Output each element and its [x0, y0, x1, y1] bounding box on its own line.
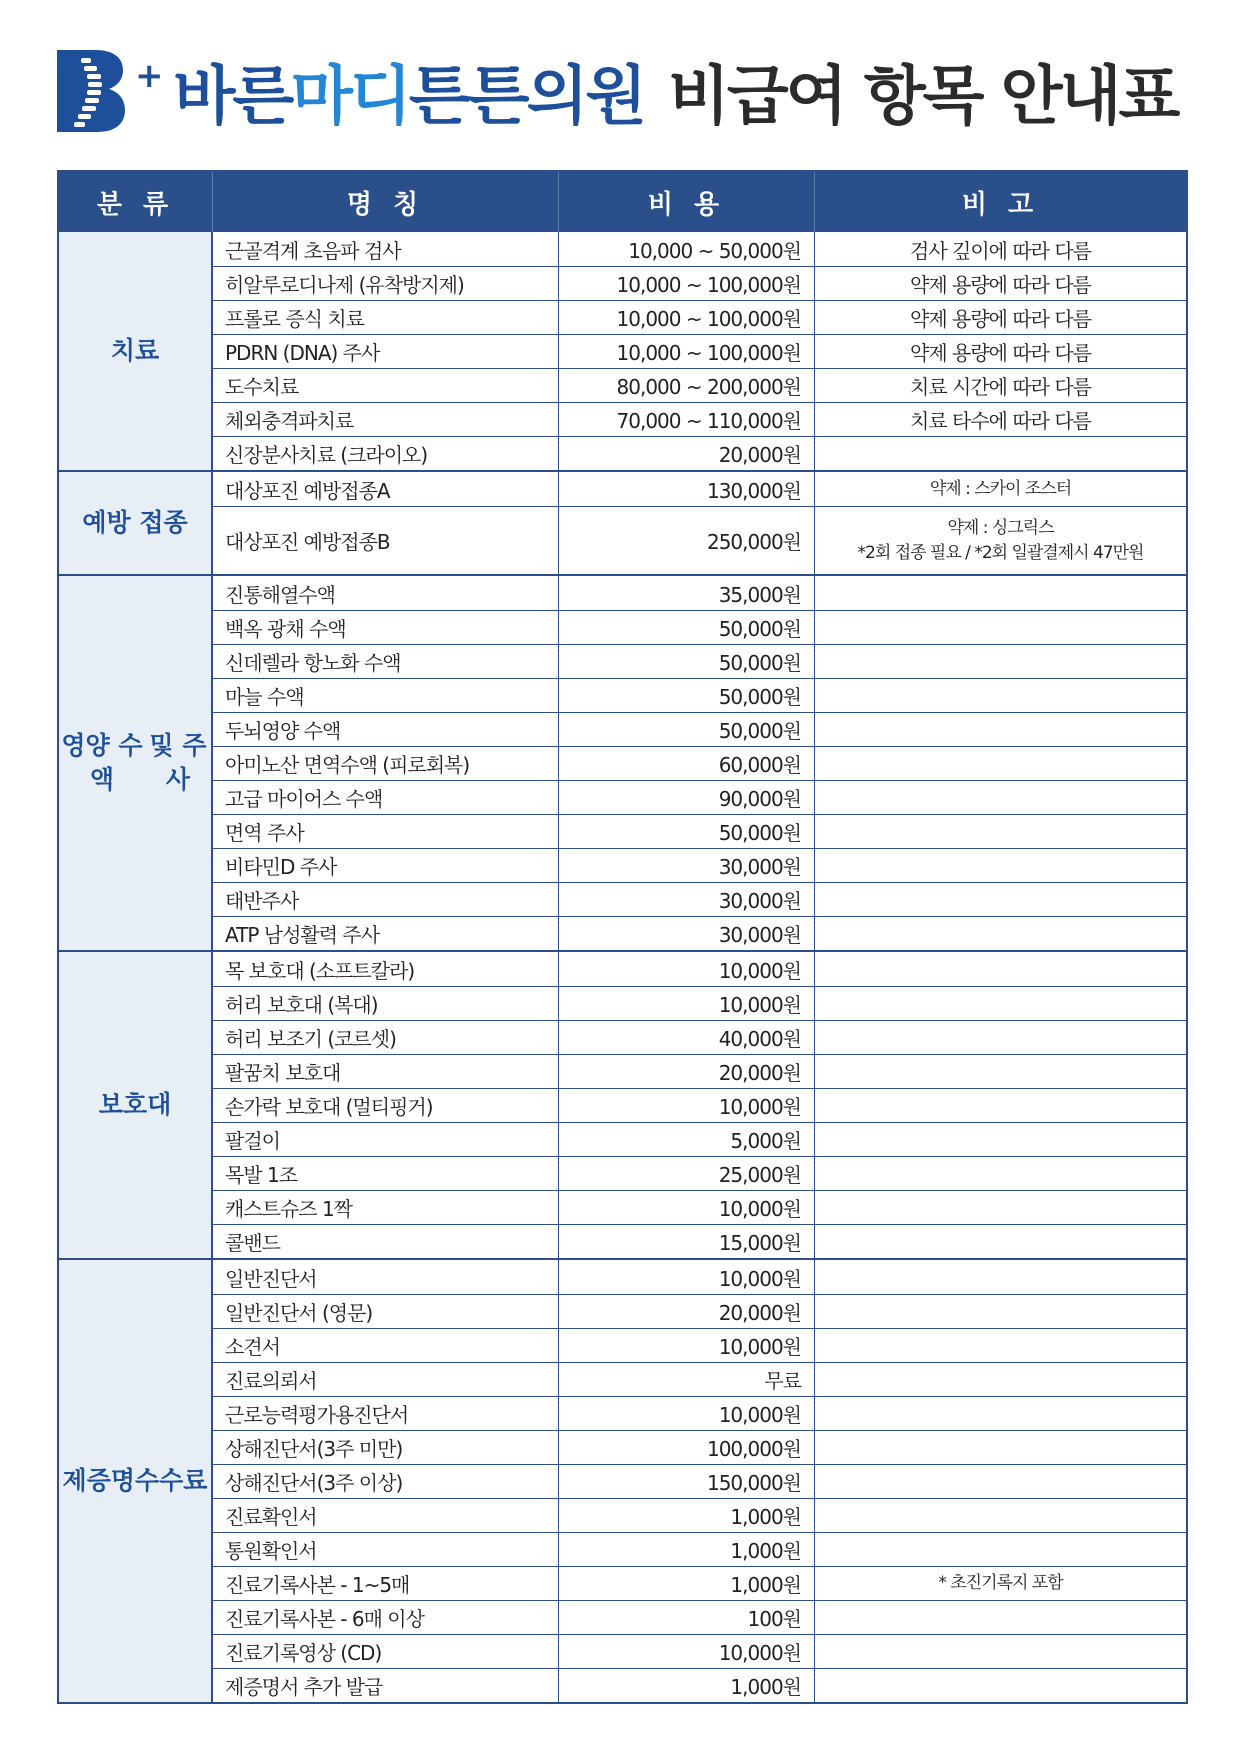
category-label: 보호대 [98, 1090, 172, 1120]
item-price: 35,000원 [559, 576, 815, 610]
item-name: 아미노산 면역수액 (피로회복) [213, 747, 559, 780]
item-name: 콜밴드 [213, 1225, 559, 1258]
item-price: 150,000원 [559, 1465, 815, 1498]
item-name: ATP 남성활력 주사 [213, 917, 559, 950]
table-row [213, 1498, 1186, 1532]
item-price: 1,000원 [559, 1567, 815, 1600]
item-price: 10,000 ~ 50,000원 [559, 232, 815, 266]
item-note [815, 1089, 1186, 1122]
item-price: 50,000원 [559, 645, 815, 678]
item-note [815, 917, 1186, 950]
item-note [815, 1669, 1186, 1702]
item-note [815, 1295, 1186, 1328]
item-price: 20,000원 [559, 437, 815, 470]
item-note [815, 1021, 1186, 1054]
item-name: 캐스트슈즈 1짝 [213, 1191, 559, 1224]
item-price: 10,000 ~ 100,000원 [559, 335, 815, 368]
item-name: 일반진단서 (영문) [213, 1295, 559, 1328]
item-name: 신데렐라 항노화 수액 [213, 645, 559, 678]
item-note [815, 403, 1186, 436]
table-row [213, 1532, 1186, 1566]
item-name: 허리 보조기 (코르셋) [213, 1021, 559, 1054]
table-row [213, 334, 1186, 368]
table-row [213, 780, 1186, 814]
table-row [213, 986, 1186, 1020]
item-note [815, 1567, 1186, 1600]
item-price: 60,000원 [559, 747, 815, 780]
plus-icon: + [135, 56, 164, 96]
item-price: 20,000원 [559, 1055, 815, 1088]
item-note [815, 369, 1186, 402]
item-name: 프롤로 증식 치료 [213, 301, 559, 334]
table-row [213, 1668, 1186, 1702]
table-row [213, 814, 1186, 848]
item-price: 10,000원 [559, 1635, 815, 1668]
header-name: 명 칭 [213, 172, 559, 232]
table-row [213, 1430, 1186, 1464]
note-line: 검사 깊이에 따라 다름 [910, 238, 1091, 263]
table-row [213, 1088, 1186, 1122]
table-row [213, 266, 1186, 300]
table-row [213, 368, 1186, 402]
item-name: 면역 주사 [213, 815, 559, 848]
item-price: 70,000 ~ 110,000원 [559, 403, 815, 436]
table-row [213, 1566, 1186, 1600]
note-line: 약제 용량에 따라 다름 [910, 341, 1091, 365]
item-price: 50,000원 [559, 679, 815, 712]
table-row [213, 916, 1186, 950]
item-note [815, 1123, 1186, 1156]
item-note [815, 437, 1186, 470]
item-price: 50,000원 [559, 713, 815, 746]
item-price: 40,000원 [559, 1021, 815, 1054]
item-note [815, 576, 1186, 610]
item-note [815, 1157, 1186, 1190]
item-price: 50,000원 [559, 815, 815, 848]
item-note [815, 883, 1186, 916]
item-name: 제증명서 추가 발급 [213, 1669, 559, 1702]
item-name: 목 보호대 (소프트칼라) [213, 952, 559, 986]
category-cell [59, 232, 213, 470]
brand-name-part-c: 튼튼의원 [408, 60, 645, 134]
item-price: 1,000원 [559, 1669, 815, 1702]
category-group [59, 950, 1186, 1258]
category-cell [59, 952, 213, 1258]
category-label: 제증명 [62, 1466, 135, 1496]
item-note [815, 1225, 1186, 1258]
item-name: 목발 1조 [213, 1157, 559, 1190]
item-price: 10,000원 [559, 987, 815, 1020]
item-note [815, 335, 1186, 368]
category-label: 수수료 [135, 1466, 208, 1496]
item-name: 일반진단서 [213, 1260, 559, 1294]
table-row [213, 1634, 1186, 1668]
page-title: 비급여 항목 안내표 [668, 60, 1178, 134]
item-note [815, 952, 1186, 986]
table-row [213, 1362, 1186, 1396]
note-line: *2회 접종 필요 / *2회 일괄결제시 47만원 [857, 542, 1144, 563]
item-name: 대상포진 예방접종A [213, 472, 559, 506]
item-note [815, 1191, 1186, 1224]
item-price: 20,000원 [559, 1295, 815, 1328]
item-name: 고급 마이어스 수액 [213, 781, 559, 814]
item-name: 진료의뢰서 [213, 1363, 559, 1396]
table-row [213, 882, 1186, 916]
item-note [815, 301, 1186, 334]
item-price: 100,000원 [559, 1431, 815, 1464]
item-note [815, 1431, 1186, 1464]
item-note [815, 1635, 1186, 1668]
item-price: 10,000원 [559, 1260, 815, 1294]
group-rows [213, 232, 1186, 470]
item-name: 진료기록영상 (CD) [213, 1635, 559, 1668]
category-label: 예방 접종 [82, 508, 188, 538]
item-price: 10,000원 [559, 1089, 815, 1122]
table-row [213, 1020, 1186, 1054]
item-name: 상해진단서(3주 이상) [213, 1465, 559, 1498]
item-price: 1,000원 [559, 1533, 815, 1566]
item-price: 10,000원 [559, 952, 815, 986]
item-price: 10,000 ~ 100,000원 [559, 301, 815, 334]
item-name: 체외충격파치료 [213, 403, 559, 436]
item-note [815, 1260, 1186, 1294]
table-row [213, 1260, 1186, 1294]
logo [57, 50, 127, 132]
category-group [59, 232, 1186, 470]
item-note [815, 1363, 1186, 1396]
item-name: 두뇌영양 수액 [213, 713, 559, 746]
item-price: 80,000 ~ 200,000원 [559, 369, 815, 402]
item-note [815, 713, 1186, 746]
item-name: 대상포진 예방접종B [213, 507, 559, 574]
category-group [59, 470, 1186, 574]
table-row [213, 712, 1186, 746]
item-note [815, 1533, 1186, 1566]
category-label: 치료 [110, 336, 160, 366]
item-name: 진료기록사본 - 6매 이상 [213, 1601, 559, 1634]
item-price: 30,000원 [559, 849, 815, 882]
item-price: 10,000원 [559, 1397, 815, 1430]
table-row [213, 1224, 1186, 1258]
item-note [815, 987, 1186, 1020]
item-name: 팔꿈치 보호대 [213, 1055, 559, 1088]
group-rows [213, 576, 1186, 950]
item-price: 50,000원 [559, 611, 815, 644]
item-note [815, 679, 1186, 712]
category-label: 영양 수액 [61, 731, 143, 794]
note-line: 약제 용량에 따라 다름 [910, 307, 1091, 331]
item-note [815, 815, 1186, 848]
item-name: 팔걸이 [213, 1123, 559, 1156]
table-row [213, 1156, 1186, 1190]
item-price: 10,000원 [559, 1191, 815, 1224]
item-name: 마늘 수액 [213, 679, 559, 712]
item-note [815, 267, 1186, 300]
table-row [213, 232, 1186, 266]
category-cell [59, 1260, 213, 1702]
group-rows [213, 1260, 1186, 1702]
note-line: 치료 시간에 따라 다름 [910, 375, 1091, 399]
table-header [59, 172, 1186, 232]
item-note [815, 1397, 1186, 1430]
table-row [213, 1054, 1186, 1088]
category-cell [59, 472, 213, 574]
group-rows [213, 952, 1186, 1258]
item-name: 손가락 보호대 (멀티핑거) [213, 1089, 559, 1122]
item-name: 상해진단서(3주 미만) [213, 1431, 559, 1464]
item-name: 비타민D 주사 [213, 849, 559, 882]
table-row [213, 848, 1186, 882]
group-rows [213, 472, 1186, 574]
table-row [213, 1328, 1186, 1362]
table-row [213, 952, 1186, 986]
item-price: 130,000원 [559, 472, 815, 506]
item-note [815, 1055, 1186, 1088]
item-note [815, 849, 1186, 882]
category-group [59, 574, 1186, 950]
header-note: 비 고 [961, 189, 1040, 220]
item-note [815, 472, 1186, 506]
item-name: 도수치료 [213, 369, 559, 402]
item-note [815, 232, 1186, 266]
table-row [213, 576, 1186, 610]
item-name: 소견서 [213, 1329, 559, 1362]
brand-name-part-a: 바른 [173, 60, 292, 134]
brand-name-part-b: 마디 [291, 60, 409, 134]
item-note [815, 781, 1186, 814]
item-name: 근로능력평가용진단서 [213, 1397, 559, 1430]
item-note [815, 645, 1186, 678]
item-note [815, 747, 1186, 780]
item-note [815, 1601, 1186, 1634]
item-note [815, 1329, 1186, 1362]
note-line: 약제 : 싱그릭스 [947, 517, 1054, 538]
item-name: 신장분사치료 (크라이오) [213, 437, 559, 470]
table-row [213, 300, 1186, 334]
table-row [213, 1122, 1186, 1156]
table-row [213, 506, 1186, 574]
item-name: 진료확인서 [213, 1499, 559, 1532]
table-row [213, 644, 1186, 678]
table-row [213, 746, 1186, 780]
table-row [213, 1464, 1186, 1498]
item-price: 30,000원 [559, 917, 815, 950]
item-price: 90,000원 [559, 781, 815, 814]
table-row [213, 472, 1186, 506]
header-price: 비 용 [559, 172, 815, 232]
table-body [59, 232, 1186, 1702]
table-row [213, 1600, 1186, 1634]
item-price: 15,000원 [559, 1225, 815, 1258]
table-row [213, 1294, 1186, 1328]
item-price: 250,000원 [559, 507, 815, 574]
spine-logo-icon [57, 50, 127, 132]
table-row [213, 610, 1186, 644]
note-line: 치료 타수에 따라 다름 [910, 409, 1091, 433]
brand-name [174, 45, 645, 137]
item-name: PDRN (DNA) 주사 [213, 335, 559, 368]
category-cell [59, 576, 213, 950]
table-row [213, 1396, 1186, 1430]
item-name: 진통해열수액 [213, 576, 559, 610]
table-row [213, 436, 1186, 470]
note-line: 약제 : 스카이 조스터 [929, 478, 1072, 499]
category-label: 및 주사 [149, 731, 207, 794]
item-price: 100원 [559, 1601, 815, 1634]
note-line: * 초진기록지 포함 [938, 1573, 1063, 1594]
item-price: 무료 [559, 1363, 815, 1396]
table-row [213, 1190, 1186, 1224]
item-name: 백옥 광채 수액 [213, 611, 559, 644]
item-name: 진료기록사본 - 1~5매 [213, 1567, 559, 1600]
item-note [815, 507, 1186, 574]
item-name: 근골격계 초음파 검사 [213, 232, 559, 266]
item-name: 히알루로디나제 (유착방지제) [213, 267, 559, 300]
note-line: 약제 용량에 따라 다름 [910, 273, 1091, 297]
table-row [213, 402, 1186, 436]
category-group [59, 1258, 1186, 1702]
item-name: 태반주사 [213, 883, 559, 916]
item-price: 5,000원 [559, 1123, 815, 1156]
item-note [815, 1499, 1186, 1532]
fee-table [57, 170, 1188, 1704]
item-price: 10,000원 [559, 1329, 815, 1362]
item-price: 1,000원 [559, 1499, 815, 1532]
item-note [815, 611, 1186, 644]
header [57, 46, 1177, 136]
table-row [213, 678, 1186, 712]
item-price: 30,000원 [559, 883, 815, 916]
item-price: 10,000 ~ 100,000원 [559, 267, 815, 300]
header-category: 분 류 [59, 172, 213, 232]
item-name: 통원확인서 [213, 1533, 559, 1566]
item-name: 허리 보호대 (복대) [213, 987, 559, 1020]
item-price: 25,000원 [559, 1157, 815, 1190]
item-note [815, 1465, 1186, 1498]
